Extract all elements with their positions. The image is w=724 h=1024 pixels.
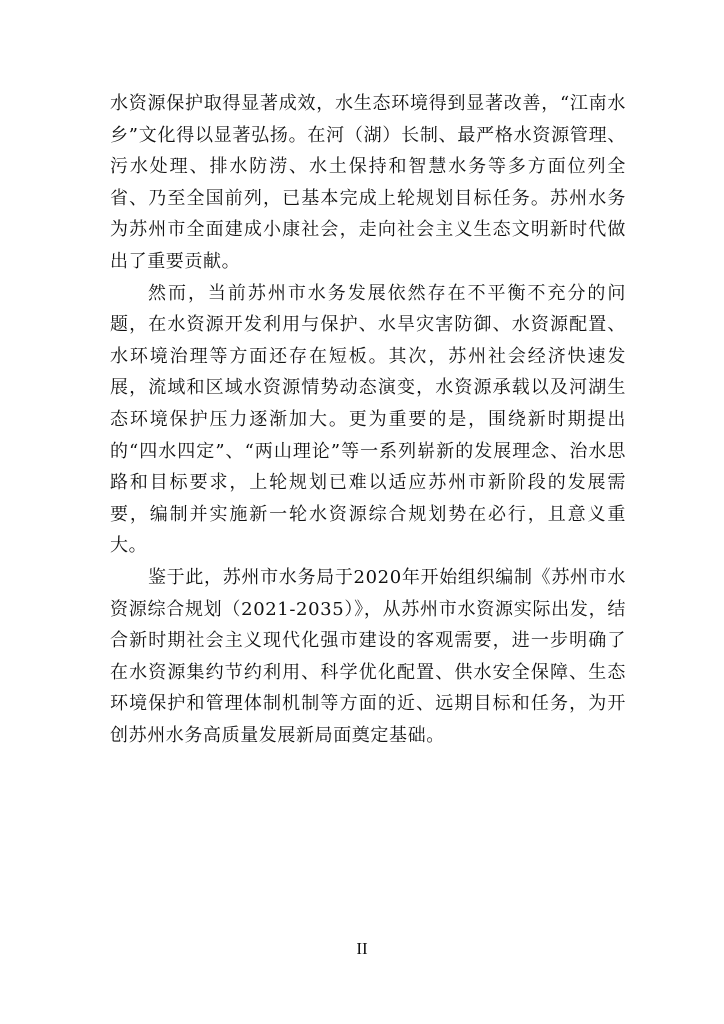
paragraph-plan-compilation: 鉴于此，苏州市水务局于2020年开始组织编制《苏州市水资源综合规划（2021-2035）》，从苏州市水资源实际出发，结合新时期社会主义现代化强市建设的客观需要，进一步明确了在水资源集约节约利用、科学优化配置、供水安全保障、生态环境保护和管理体制机制等方面的近、远期目标和任务，为开创苏州水务高质量发展新局面奠定基础。 — [110, 566, 626, 746]
page-number: II — [356, 939, 368, 958]
paragraph-challenges: 然而，当前苏州市水务发展依然存在不平衡不充分的问题，在水资源开发利用与保护、水旱灾害防御、水资源配置、水环境治理等方面还存在短板。其次，苏州社会经济快速发展，流域和区域水资源情势动态演变，水资源承载以及河湖生态环境保护压力逐渐加大。更为重要的是，围绕新时期提出的“四水四定”、“两山理论”等一系列崭新的发展理念、治水思路和目标要求，上轮规划已难以适应苏州市新阶段的发展需要，编制并实施新一轮水资源综合规划势在必行，且意义重大。 — [110, 282, 626, 557]
paragraph-continuation: 水资源保护取得显著成效，水生态环境得到显著改善，“江南水乡”文化得以显著弘扬。在河（湖）长制、最严格水资源管理、污水处理、排水防涝、水土保持和智慧水务等多方面位列全省、乃至全国前列，已基本完成上轮规划目标任务。苏州水务为苏州市全面建成小康社会，走向社会主义生态文明新时代做出了重要贡献。 — [110, 93, 626, 272]
document-body — [110, 88, 626, 751]
